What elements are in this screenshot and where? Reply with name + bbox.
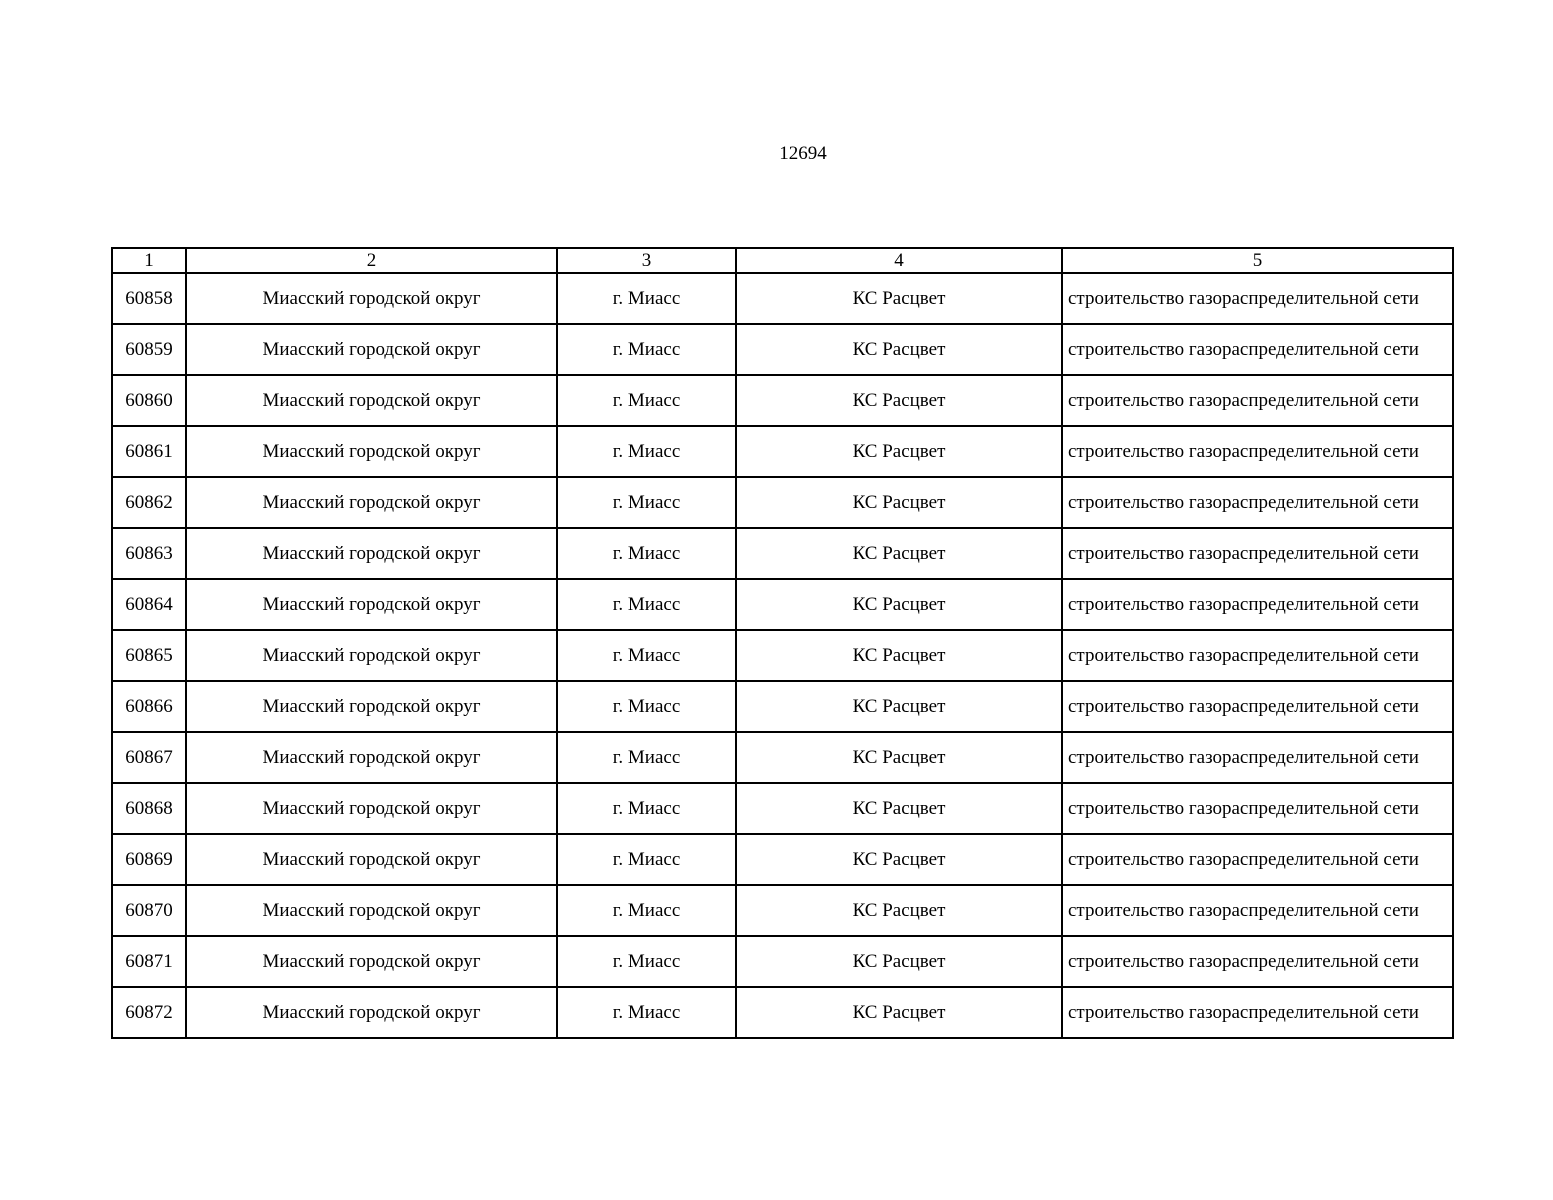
cell-object: КС Расцвет <box>736 885 1062 936</box>
cell-city: г. Миасс <box>557 681 736 732</box>
cell-city: г. Миасс <box>557 885 736 936</box>
cell-district: Миасский городской округ <box>186 273 557 324</box>
table-row <box>112 477 1453 528</box>
cell-number: 60866 <box>112 681 186 732</box>
cell-number: 60869 <box>112 834 186 885</box>
cell-object: КС Расцвет <box>736 426 1062 477</box>
cell-work-type: строительство газораспределительной сети <box>1062 987 1453 1038</box>
table-row <box>112 681 1453 732</box>
table-row <box>112 834 1453 885</box>
table-row <box>112 426 1453 477</box>
table-row <box>112 528 1453 579</box>
column-header-1: 1 <box>112 248 186 273</box>
cell-work-type: строительство газораспределительной сети <box>1062 783 1453 834</box>
cell-object: КС Расцвет <box>736 681 1062 732</box>
cell-city: г. Миасс <box>557 477 736 528</box>
cell-district: Миасский городской округ <box>186 732 557 783</box>
cell-object: КС Расцвет <box>736 630 1062 681</box>
cell-object: КС Расцвет <box>736 783 1062 834</box>
cell-district: Миасский городской округ <box>186 885 557 936</box>
cell-object: КС Расцвет <box>736 834 1062 885</box>
table-body <box>112 273 1453 1038</box>
cell-work-type: строительство газораспределительной сети <box>1062 375 1453 426</box>
cell-city: г. Миасс <box>557 834 736 885</box>
cell-object: КС Расцвет <box>736 375 1062 426</box>
table-row <box>112 375 1453 426</box>
table-row <box>112 783 1453 834</box>
cell-work-type: строительство газораспределительной сети <box>1062 732 1453 783</box>
cell-object: КС Расцвет <box>736 477 1062 528</box>
column-header-2: 2 <box>186 248 557 273</box>
cell-number: 60861 <box>112 426 186 477</box>
cell-city: г. Миасс <box>557 528 736 579</box>
cell-district: Миасский городской округ <box>186 324 557 375</box>
table-row <box>112 324 1453 375</box>
cell-work-type: строительство газораспределительной сети <box>1062 681 1453 732</box>
cell-city: г. Миасс <box>557 630 736 681</box>
cell-city: г. Миасс <box>557 375 736 426</box>
cell-work-type: строительство газораспределительной сети <box>1062 885 1453 936</box>
cell-city: г. Миасс <box>557 732 736 783</box>
cell-district: Миасский городской округ <box>186 579 557 630</box>
cell-district: Миасский городской округ <box>186 987 557 1038</box>
cell-number: 60863 <box>112 528 186 579</box>
cell-number: 60860 <box>112 375 186 426</box>
cell-object: КС Расцвет <box>736 528 1062 579</box>
data-table <box>111 247 1454 1039</box>
cell-city: г. Миасс <box>557 987 736 1038</box>
cell-district: Миасский городской округ <box>186 681 557 732</box>
column-header-5: 5 <box>1062 248 1453 273</box>
cell-work-type: строительство газораспределительной сети <box>1062 324 1453 375</box>
cell-city: г. Миасс <box>557 273 736 324</box>
cell-work-type: строительство газораспределительной сети <box>1062 477 1453 528</box>
cell-object: КС Расцвет <box>736 936 1062 987</box>
cell-number: 60865 <box>112 630 186 681</box>
cell-work-type: строительство газораспределительной сети <box>1062 273 1453 324</box>
cell-district: Миасский городской округ <box>186 834 557 885</box>
cell-district: Миасский городской округ <box>186 426 557 477</box>
cell-number: 60872 <box>112 987 186 1038</box>
cell-number: 60870 <box>112 885 186 936</box>
page-number: 12694 <box>779 143 827 164</box>
cell-work-type: строительство газораспределительной сети <box>1062 630 1453 681</box>
cell-city: г. Миасс <box>557 783 736 834</box>
cell-object: КС Расцвет <box>736 732 1062 783</box>
table-row <box>112 732 1453 783</box>
cell-number: 60864 <box>112 579 186 630</box>
cell-work-type: строительство газораспределительной сети <box>1062 426 1453 477</box>
cell-number: 60862 <box>112 477 186 528</box>
cell-district: Миасский городской округ <box>186 375 557 426</box>
column-header-3: 3 <box>557 248 736 273</box>
cell-district: Миасский городской округ <box>186 783 557 834</box>
cell-object: КС Расцвет <box>736 987 1062 1038</box>
table-row <box>112 936 1453 987</box>
cell-work-type: строительство газораспределительной сети <box>1062 834 1453 885</box>
cell-city: г. Миасс <box>557 426 736 477</box>
cell-work-type: строительство газораспределительной сети <box>1062 936 1453 987</box>
header-row <box>112 248 1453 273</box>
cell-object: КС Расцвет <box>736 579 1062 630</box>
table-row <box>112 987 1453 1038</box>
table-row <box>112 273 1453 324</box>
column-header-4: 4 <box>736 248 1062 273</box>
cell-number: 60867 <box>112 732 186 783</box>
cell-city: г. Миасс <box>557 324 736 375</box>
table-row <box>112 630 1453 681</box>
cell-number: 60868 <box>112 783 186 834</box>
cell-number: 60858 <box>112 273 186 324</box>
cell-work-type: строительство газораспределительной сети <box>1062 528 1453 579</box>
cell-number: 60859 <box>112 324 186 375</box>
cell-number: 60871 <box>112 936 186 987</box>
cell-district: Миасский городской округ <box>186 630 557 681</box>
cell-city: г. Миасс <box>557 936 736 987</box>
cell-object: КС Расцвет <box>736 324 1062 375</box>
cell-district: Миасский городской округ <box>186 477 557 528</box>
cell-city: г. Миасс <box>557 579 736 630</box>
cell-work-type: строительство газораспределительной сети <box>1062 579 1453 630</box>
table-row <box>112 885 1453 936</box>
cell-object: КС Расцвет <box>736 273 1062 324</box>
cell-district: Миасский городской округ <box>186 936 557 987</box>
cell-district: Миасский городской округ <box>186 528 557 579</box>
table-row <box>112 579 1453 630</box>
